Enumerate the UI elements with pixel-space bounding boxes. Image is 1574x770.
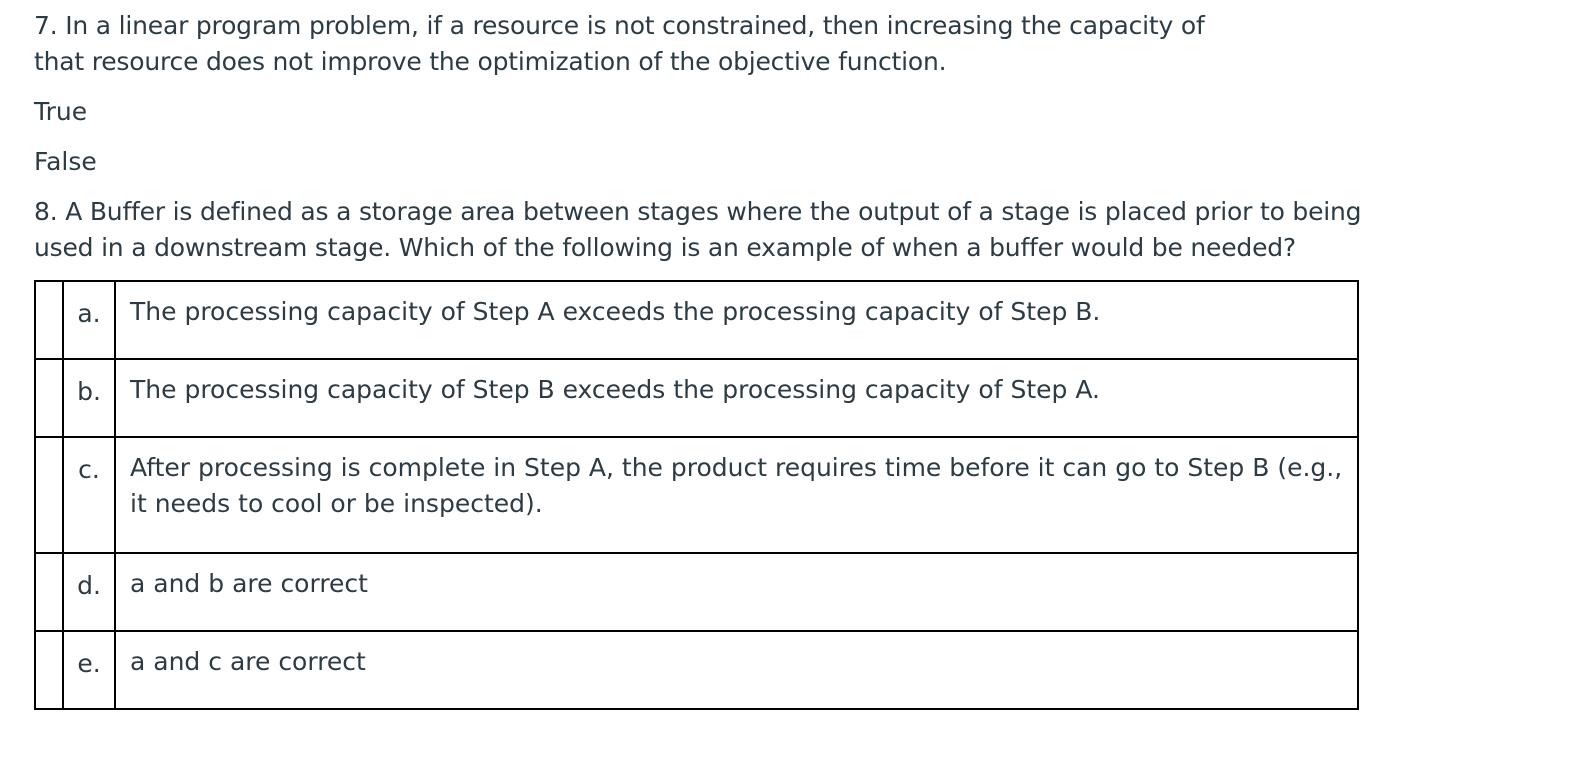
- q7-option-true[interactable]: True: [34, 97, 88, 126]
- choice-select-cell[interactable]: [35, 437, 63, 553]
- choice-letter: b.: [63, 359, 115, 437]
- choice-text: The processing capacity of Step B exceeds the processing capacity of Step A.: [115, 359, 1358, 437]
- q8-choices-table: [34, 280, 1359, 710]
- choice-letter: d.: [63, 553, 115, 631]
- choice-letter: c.: [63, 437, 115, 553]
- choice-select-cell[interactable]: [35, 631, 63, 709]
- choice-select-cell[interactable]: [35, 359, 63, 437]
- q8-choice-e[interactable]: [35, 631, 1358, 709]
- q8-choice-a[interactable]: [35, 281, 1358, 359]
- choice-letter: e.: [63, 631, 115, 709]
- choice-select-cell[interactable]: [35, 281, 63, 359]
- choice-text: a and c are correct: [115, 631, 1358, 709]
- choice-text: a and b are correct: [115, 553, 1358, 631]
- question-7-text: 7. In a linear program problem, if a resource is not constrained, then increasing the capacity of that resource does not improve the optimization of the objective function.: [34, 11, 1205, 76]
- choice-text: The processing capacity of Step A exceeds the processing capacity of Step B.: [115, 281, 1358, 359]
- q8-choice-d[interactable]: [35, 553, 1358, 631]
- q8-choice-b[interactable]: [35, 359, 1358, 437]
- choice-select-cell[interactable]: [35, 553, 63, 631]
- question-8-text: 8. A Buffer is defined as a storage area between stages where the output of a stage is placed prior to being used in a downstream stage. Which of the following is an example of when a buffer would be needed?: [34, 197, 1362, 262]
- q7-option-false[interactable]: False: [34, 147, 97, 176]
- q8-choice-c[interactable]: [35, 437, 1358, 553]
- choice-text: After processing is complete in Step A, the product requires time before it can go to Step B (e.g., it needs to cool or be inspected).: [115, 437, 1358, 553]
- choice-letter: a.: [63, 281, 115, 359]
- quiz-content: [34, 8, 1364, 710]
